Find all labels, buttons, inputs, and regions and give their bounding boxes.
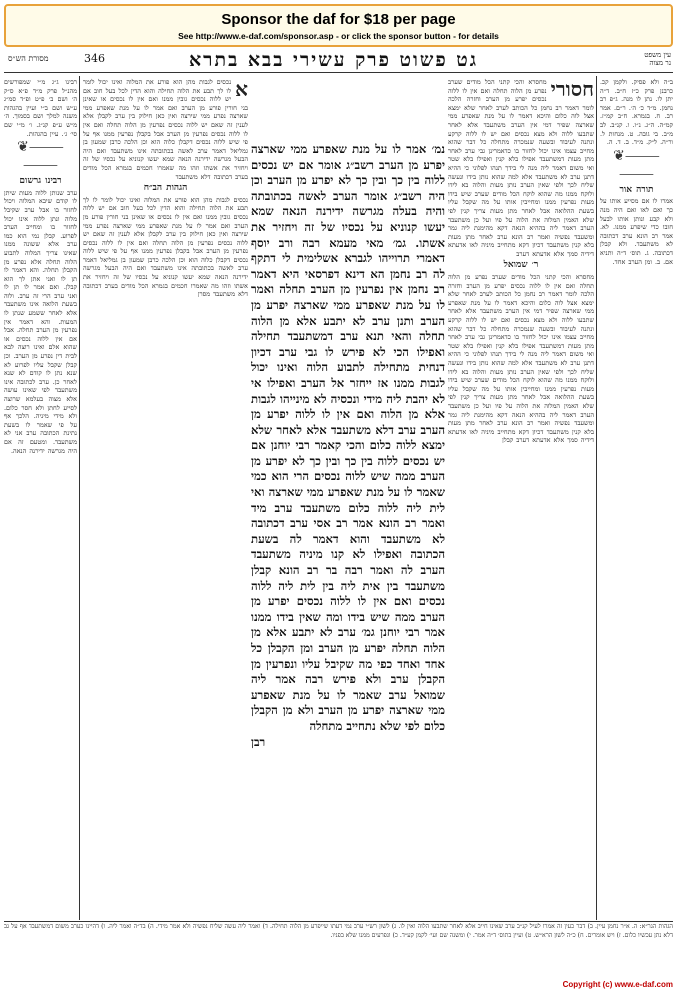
inner-commentary-body-repeat: מחסרא והכי קתני הכל מודים שערב נפרע מן הלוה תחלה ואם אין לו ללוה נכסים יפרע מן הערב וחזרה הלכה לומר דאמר רב נחמן כל הכותב לערב לאחר שלא ימצא אצל לוה כלום והיכא דאמר לו על מנת שאפרע ממי שארצה שפיר דמי אין הערב משתעבד אלא לאחר שתבעו ללוה ולא מצא נכסים ואם יש לו ללוה קרקע ונתנה לעיבוד ובשעה שנמכרה מתחלה כל דבר שהוא מחייב עצמו אינו יכול לחזור בו כדאמרינן גבי ערב לאחר מתן מעות דמשתעבד אפילו בלא קנין ואפילו בלא שטר ואי משום דאמר ליה מנה לי בידך תנהו לפלוני כי ההיא דתנן ערב לא משתעבד אלא למה שהוא נותן בידו ונעשה שליח לכך ולפי שאין הערב נותן מעות והלוה בא לידו ולוקח ממנו מה שהוא לוקח הכל מודים שערב שיש בידו מעות נפרעין ממנו ומחייבין אותו על מה שקבל עליו בשעת ההלואה אבל לאחר מתן מעות צריך קנין לפי שלא האמין המלוה את הלוה על פיו ועל כן משתעבד הערב דאמר ליה בההיא הנאה דקא מהימנת ליה גמר ומשעבד נפשיה ואמר רב הונא ערב לאחר מתן מעות בלא קנין משתעבד דכיון דקא מתחייב מיניה לאו אדעתא דידיה סמך אלא אדעתא דערב [448,273,594,445]
main-text-column [251,142,445,892]
outer-commentary-column [83,78,248,920]
main-text-body: אמר לו על מנת שאפרע ממי שארצה יפרע מן הערב רשב״ג אומר אם יש נכסים ללוה בין כך ובין כך לא יפרע מן הערב וכן היה רשב״ג אומר הערב לאשה בכתובתה והיה בעלה מגרשה ידירנה הנאה שמא יעשו קנוניא על נכסיו של זה ויחזיר את אשתו. גמ׳ מאי מעמא רבה ורב יוסף דאמרי תרוייהו לגברא אשלימית לי דתקף לה רב נחמן הא דינא דפרסאי היא דאמר רב נחמן אין נפרעין מן הערב תחלה ואמר לו על מנת שאפרע ממי שארצה יפרע מן הערב ותנן ערב לא יתבע אלא מן הלוה תחלה והאי תנא ערב דמשתעבד תחילה ואפילו הכי לא פירש לו גבי ערב דכיון דנחית מתחילה לתבוע הלוה ואינו יכול לגבות ממנו אז ייחזר אל הערב ואפילו אי לא יהבת ליה מידי ונכסיה לא מינייהו לגבות אלא מן הלוה ואם אין לו ללוה יפרע מן הערב ערב דלא משתעבד אלא לאחר שלא ימצא ללוה כלום והכי קאמר רבי יוחנן אם יש נכסים ללוה בין כך ובין כך לא יפרע מן הערב ממה שיש ללוה נכסים הרי הוא כמי שאמר לו על מנת שאפרע ממי שארצה ואי לית ליה ללוה כלום משתעבד ערב מיד ואמר רב הונא אמר רב אסי ערב דכתובה לא משתעבד והוא דאמר לה בשעת הכתובה ואפילו לא קנו מיניה משתעבד הערב לה ואמר רבה בר רב הונא קבלן משתעבד בין אית ליה בין לית ליה ללוה נכסים ואם אין לו ללוה נכסים יפרע מן הערב ממה שיש בידו ומה שאין בידו ממנו אמר רבי יוחנן גמ׳ ערב לא יתבע אלא מן הלוה תחלה יפרע מן הערב ומן הקבלן כל אחד ואחד כפי מה שקיבל עליו ונפרעין מן הקבלן ערב ולא פירש רבה אמר ליה שמואל ערב שאמר לו על מנת שאפרע ממי שארצה יפרע מן הערב ולא מן הקבלן כלום לפי שלא נתחייב מתחלה [251,142,445,733]
margin-notes-bottom: אמרו לו אם מסייע אותו על כך ואם לאו ואם היה מנה ולא קבע ונותן אותו לבעל חובו כדי שיפרע ממנו. לא. אמר רב הונא ערב דכתובה לא משתעבד. ולא קבלן דכתובה. ג. תוס׳ ד״ה ותניא אם. ב. ומן הערב אחד. [600,197,673,266]
margin-notes-top: ב״ה ולא פסיק. ולקמן קכ. כרבנן פרק כ״ז ח״ב. ד״ה יתן לו. נתן לו מנה. ג״פ רב נחמן. מ״ד כ׳ ה׳. ר״ם. אמר רב. ח. בגמרא. ח״ב קמ״ז. קמ״ה. ה״ג. נ״ו. ו. קנ״ב. לב מ״ב. בי גובה. ט. מנחות ל. ור״ה. ל״ק. מ״ד. ב. ד. ה. [600,78,673,147]
copyright-link[interactable]: Copyright (c) www.e-daf.com [562,980,673,989]
ornament-divider: ⸻❦⸻ [613,147,660,182]
page-title: גט פשוט פרק עשירי בבא בתרא [188,50,479,71]
left-sidebar-body: ערב שנותן ללוה מעות שיתן לו קודם שיבא המלוה ויכול לחזור בו אבל ערב שקיבל מלוה ונתן ללוה אינו יכול לחזור בו ומחייב הערב לפרוע. קבלן נמי הוא כמו ערב אלא ששונה ממנו שאינו צריך המלוה לתבוע הלוה תחלה אלא נפרע מן הקבלן תחלה. והא דאמר לו תן לו ואני אתן לך הוא קבלן. ואם אמר לו תן לו ואני ערב הרי זה ערב. ולוה בשעת הלואה אינו משתעבד אלא לאחר ששמע שנתן לו המעות. והא דאמר אין נפרעין מן הערב תחלה. אבל אם אין ללוה נכסים או שהוא אלם ואינו רוצה לבא לבית דין נפרע מן הערב. וכן קבלן שקבל עליו לפרוע לא שנא נתן לו קודם לא שנא לאחר כן. ערב לכתובה אינו משתעבד לפי שאינו עושה אלא מצוה בעלמא שרוצה לסייע לחתן ולא חסר כלום. ולא מידי מיניה. הלכך אף על פי שאמר לו בשעת נתינת הכתובה ערב אני לא משתעבד. ומטעם זה אם היה מגרשה ידירנה הנאה. [4,188,77,455]
sponsor-subtitle[interactable]: See http://www.e-daf.com/sponsor.asp - or click the sponsor button - for details [178,31,499,41]
column-rule-left [79,76,80,920]
commentary-start-word: חסורי [550,78,594,101]
left-sidebar-label: רבינו גרשום [19,176,62,187]
margin-notes-column [600,78,673,920]
ner-mitzvah-label: נר מצוה [649,59,671,67]
footer-rule [4,921,673,922]
outer-start-word: א [235,78,248,101]
margin-notes-label: תורה אור [619,184,654,195]
page-header [4,50,673,74]
talmud-page [4,50,673,976]
inner-commentary-column [448,78,594,920]
left-sidebar-top: רבינו ג״ג מ״י שמפורשים מהנ״ל פרק מ״ד פ״א ס״ק ה׳ ושם ב׳ פ״ט ופ״ד סמ״ג ע״ש ושם ב״י ועיין בהגהות משנה למלך ושם בסמוך. ה׳ מ״ש ע״פ קנ״ג. ו׳ מ״י שם סי׳ ג׳. עיין בהגהות. [4,78,77,138]
ein-mishpat-label: עין משפט [644,51,671,59]
sponsor-title[interactable]: Sponsor the daf for $18 per page [221,11,456,28]
outer-commentary-label: הגהות הב״ח [143,183,188,194]
left-margin-header: מסורת הש״ס [8,54,49,63]
header-rule [4,72,673,73]
right-margin-header [644,51,671,67]
inner-commentary-body: מחסרא והכי קתני הכל מודים שערב נפרע מן הלוה תחלה ואם אין לו ללוה נכסים יפרע מן הערב וחזרה הלכה לומר דאמר רב נחמן כל הכותב לערב לאחר שלא ימצא אצל לוה כלום והיכא דאמר לו על מנת שאפרע ממי שארצה שפיר דמי אין הערב משתעבד אלא לאחר שתבעו ללוה ולא מצא נכסים ואם יש לו ללוה קרקע ונתנה לעיבוד ובשעה שנמכרה מתחלה כל דבר שהוא מחייב עצמו אינו יכול לחזור בו כדאמרינן גבי ערב לאחר מתן מעות דמשתעבד אפילו בלא קנין ואפילו בלא שטר ואי משום דאמר ליה מנה לי בידך תנהו לפלוני כי ההיא דתנן ערב לא משתעבד אלא למה שהוא נותן בידו ונעשה שליח לכך ולפי שאין הערב נותן מעות והלוה בא לידו ולוקח ממנו מה שהוא לוקח הכל מודים שערב שיש בידו מעות נפרעין ממנו ומחייבין אותו על מה שקבל עליו בשעת ההלואה אבל לאחר מתן מעות צריך קנין לפי שלא האמין המלוה את הלוה על פיו ועל כן משתעבד הערב דאמר ליה בההיא הנאה דקא מהימנת ליה גמר ומשעבד נפשיה ואמר רב הונא ערב לאחר מתן מעות בלא קנין משתעבד דכיון דקא מתחייב מיניה לאו אדעתא דידיה סמך אלא אדעתא דערב [448,78,594,258]
main-start-word: נמ׳ [431,142,445,156]
inner-commentary-label: ר׳ שמואל [503,260,539,271]
outer-commentary-body: נכסים לגבות מהן הוא פורע את המלוה ואינו יכול לומר לו לך תבע את הלוה תחילה והוא הדין לכל בעל חוב אם יש ללוה נכסים גובין ממנו ואם אין לו נכסים או שאינן בני חורין פורע מן הערב ואם אמר לו על מנת שאפרע ממי שארצה נפרע ממי שירצה ואין כאן חילוק בין ערב לקבלן אלא לענין זה שאם יש ללוה נכסים נפרעין מן הלוה תחלה ואם אין לו ללוה נכסים נפרעין מן הערב אבל בקבלן נפרעין ממנו אף על פי שיש ללוה נכסים דקבלן כלוה הוא וכן הלכה כרבן שמעון בן גמליאל דאמר ערב לאשה בכתובתה אינו משתעבד ואם היה הבעל מגרשה ידירנה הנאה שמא יעשו קנוניא על נכסיו של זה ויחזיר את אשתו וזהו מה שאמרו חכמים בגמרא הכל מודים בערב דכתובה דלא משתעבד [83,78,248,181]
footer-notes: הגהות הגר״א: ה. א״ר נחמן עיין. ב) דבר כעין זה אמרו לעיל קנ״ב ערב שאינו חייב אלא לאחר שתבעו הלוה ואין לו. ג) לשון רש״י ערב נמי דעתו שייפרע מן הלוה תחילה. ד) ואמר ליה עשה שליח נפשיה ולא אמר מידי. ה) בד״ה ואמר ליה. ו) דהיינו כערב משום דמשתעבד אף על גב דלא נתן עכשיו כלום. ז) ויש אומרים. ח) כ״ה לשון הרא״ש. ט) ועיין בתוס׳ ד״ה אמר. י) ומשנה שם ועי׳ לקמן קע״ד. כ) ונפרעים ממנו שלא בפניו. [4,923,673,939]
sponsor-banner[interactable] [4,4,673,47]
main-end-word: רבן [251,734,266,749]
inner-commentary-end-word: קבלן [502,436,514,445]
ornament-divider-left: ⸻❦⸻ [17,139,64,174]
page-number: 346 [84,52,105,65]
outer-commentary-body-repeat: נכסים לגבות מהן הוא פורע את המלוה ואינו יכול לומר לו לך תבע את הלוה תחילה והוא הדין לכל בעל חוב אם יש ללוה נכסים גובין ממנו ואם אין לו נכסים או שאינן בני חורין פורע מן הערב ואם אמר לו על מנת שאפרע ממי שארצה נפרע ממי שירצה ואין כאן חילוק בין ערב לקבלן אלא לענין זה שאם יש ללוה נכסים נפרעין מן הלוה תחלה ואם אין לו ללוה נכסים נפרעין מן הערב אבל בקבלן נפרעין ממנו אף על פי שיש ללוה נכסים דקבלן כלוה הוא וכן הלכה כרבן שמעון בן גמליאל דאמר ערב לאשה בכתובתה אינו משתעבד ואם היה הבעל מגרשה ידירנה הנאה שמא יעשו קנוניא על נכסיו של זה ויחזיר את אשתו וזהו מה שאמרו חכמים בגמרא הכל מודים בערב דכתובה דלא משתעבד [83,195,248,299]
outer-commentary-end-word: מסרן [197,290,211,299]
left-sidebar-column [4,78,77,920]
column-rule [596,76,597,920]
